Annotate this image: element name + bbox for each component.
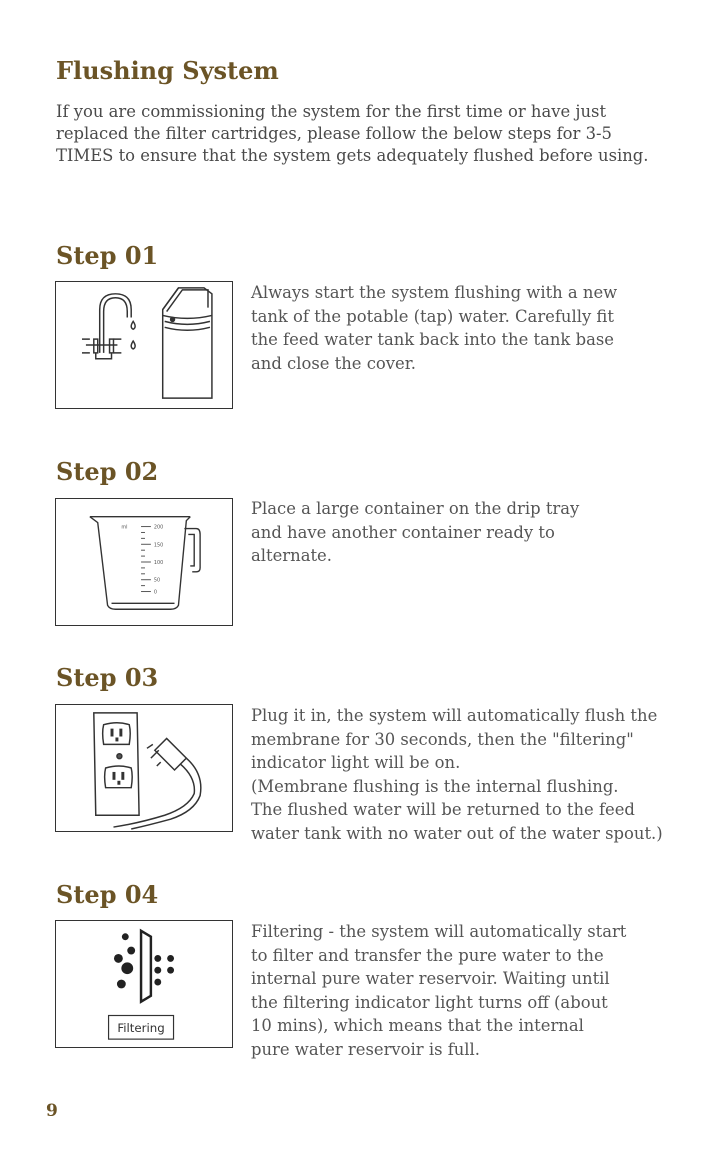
jug-unit-label: ml (121, 524, 128, 531)
step-03-illustration (55, 704, 233, 832)
jug-label-150: 150 (153, 542, 164, 549)
plug-and-outlet-icon (56, 705, 232, 831)
jug-label-100: 100 (153, 559, 164, 566)
jug-label-50: 50 (153, 577, 161, 584)
step-04-title: Step 04 (56, 880, 159, 909)
filtering-indicator-label: Filtering (117, 1021, 165, 1036)
step-03-title: Step 03 (56, 663, 159, 692)
step-02-illustration (55, 498, 233, 626)
step-01-illustration (55, 281, 233, 409)
faucet-and-tank-icon (56, 282, 232, 408)
step-04-text: Filtering - the system will automatically start to filter and transfer the pure water to the internal pure water reservoir. Waiting until the filtering indicator light turns off (about 10 mins), which means that the internal pure water reservoir is full. (251, 922, 627, 1059)
step-02-text: Place a large container on the drip tray and have another container ready to alternate. (251, 499, 580, 565)
step-04-illustration (55, 920, 233, 1048)
step-01-text: Always start the system flushing with a new tank of the potable (tap) water. Carefully fit the feed water tank back into the tank base and close the cover. (251, 283, 618, 373)
measuring-jug-icon (56, 499, 232, 625)
jug-label-0: 0 (153, 589, 157, 596)
page-title: Flushing System (56, 56, 279, 85)
step-02-title: Step 02 (56, 457, 159, 486)
page-number: 9 (46, 1101, 58, 1121)
step-01-title: Step 01 (56, 241, 159, 270)
filtering-indicator-icon (56, 921, 232, 1047)
jug-label-200: 200 (153, 524, 164, 531)
intro-text: If you are commissioning the system for the first time or have just replaced the filter cartridges, please follow the below steps for 3-5 TIMES to ensure that the system gets adequately flushed before using. (56, 102, 649, 165)
step-03-text: Plug it in, the system will automatically flush the membrane for 30 seconds, then the "filtering" indicator light will be on. (Membrane flushing is the internal flushing. The flushed water will be returned to the feed water tank with no water out of the water spout.) (251, 706, 663, 843)
